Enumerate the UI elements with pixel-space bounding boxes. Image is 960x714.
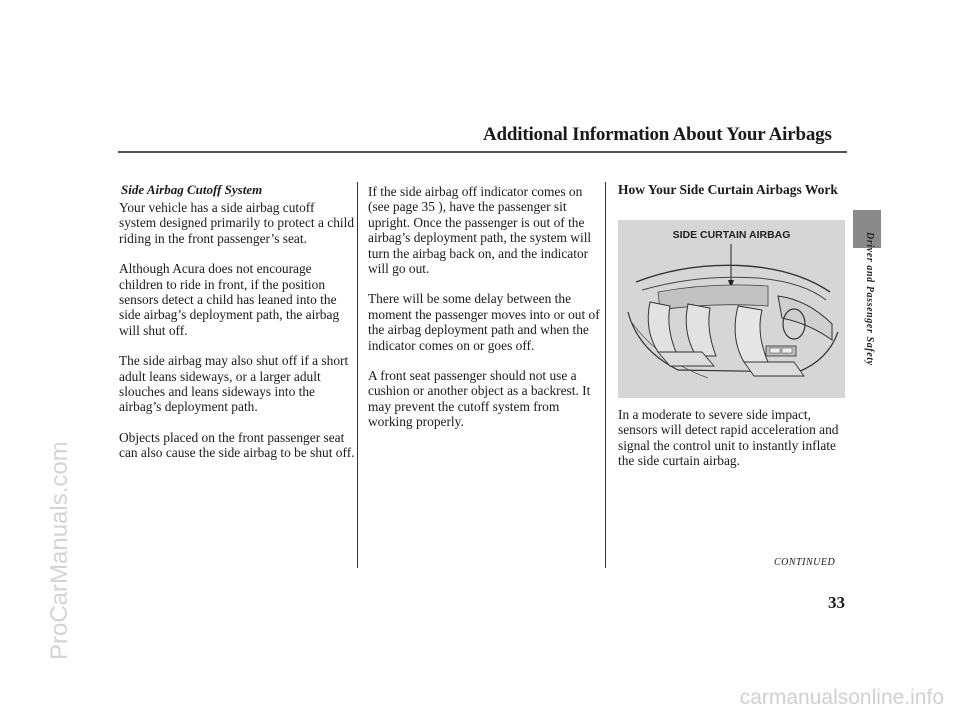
section-heading-cutoff: Side Airbag Cutoff System	[121, 182, 263, 197]
paragraph: The side airbag may also shut off if a short adult leans sideways, or a larger adult slouches and leans sideways into the airbag’s deployment path.	[119, 353, 349, 415]
paragraph: Objects placed on the front passenger seat can also cause the side airbag to be shut off.	[119, 429, 355, 461]
column-3	[618, 407, 850, 484]
section-heading-curtain: How Your Side Curtain Airbags Work	[618, 182, 838, 197]
page-number: 33	[828, 593, 845, 612]
paragraph: If the side airbag off indicator comes on (see page 35 ), have the passenger sit upright. Once the passenger is out of the airbag’s deployment path, the system will turn the airbag back on, and the indicator will go out.	[368, 184, 592, 277]
paragraph: Although Acura does not encourage children to ride in front, if the position sensors detect a child has leaned into the side airbag’s deployment path, the airbag will shut off.	[119, 261, 340, 338]
continued-label: CONTINUED	[774, 557, 836, 568]
paragraph: Your vehicle has a side airbag cutoff system designed primarily to protect a child riding in the front passenger’s seat.	[119, 200, 355, 246]
watermark-left: ProCarManuals.com	[46, 441, 73, 660]
car-interior-illustration	[618, 220, 845, 398]
column-2	[368, 184, 604, 445]
figure-label: SIDE CURTAIN AIRBAG	[672, 229, 791, 241]
header-rule	[118, 151, 847, 153]
column-1	[119, 200, 355, 476]
paragraph: In a moderate to severe side impact, sensors will detect rapid acceleration and signal the control unit to instantly inflate the side curtain airbag.	[618, 407, 839, 469]
column-divider-2	[605, 182, 606, 568]
column-divider-1	[357, 182, 358, 568]
paragraph: A front seat passenger should not use a cushion or another object as a backrest. It may prevent the cutoff system from working properly.	[368, 368, 591, 430]
section-tab-label: Driver and Passenger Safety	[864, 232, 875, 366]
paragraph: There will be some delay between the moment the passenger moves into or out of the airbag deployment path and when the indicator comes on or goes off.	[368, 291, 600, 353]
watermark-bottom: carmanualsonline.info	[739, 686, 944, 709]
page-title: Additional Information About Your Airbags	[483, 124, 832, 145]
airbag-illustration	[618, 220, 845, 398]
